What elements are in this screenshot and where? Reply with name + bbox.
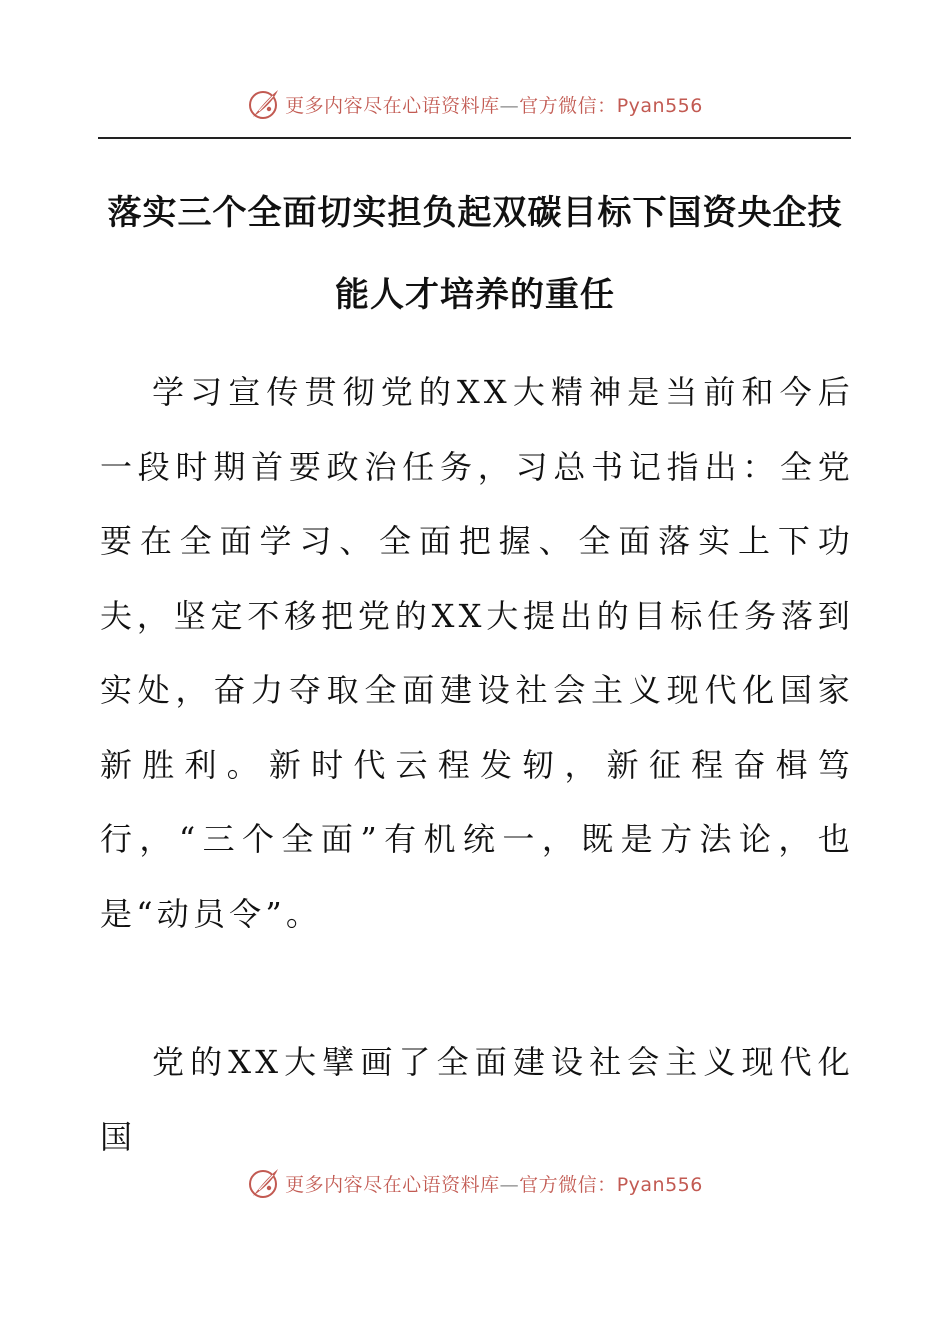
- paragraph-1: 学习宣传贯彻党的XX大精神是当前和今后一段时期首要政治任务，习总书记指出：全党要在全面学习、全面把握、全面落实上下功夫，坚定不移把党的XX大提出的目标任务落到实处，奋力夺取全面建设社会主义现代化国家新胜利。新时代云程发轫，新征程奋楫笃行，“三个全面”有机统一，既是方法论，也是“动员令”。: [100, 373, 854, 933]
- footer-brand-text: 更多内容尽在心语资料库—官方微信：Pyan556: [285, 1173, 703, 1196]
- footer-brand: [0, 1163, 950, 1203]
- header-brand-text: 更多内容尽在心语资料库—官方微信：Pyan556: [285, 94, 703, 117]
- header-brand: [0, 84, 950, 124]
- header-wechat-id: Pyan556: [616, 94, 703, 117]
- quill-pen-logo-icon: [247, 87, 281, 121]
- quill-pen-logo-icon: [247, 1166, 281, 1200]
- header-divider: [98, 137, 851, 139]
- paragraph-2: 党的XX大擘画了全面建设社会主义现代化国: [100, 1043, 854, 1156]
- document-title: 落实三个全面切实担负起双碳目标下国资央企技能人才培养的重任: [107, 193, 843, 315]
- footer-wechat-id: Pyan556: [616, 1173, 703, 1196]
